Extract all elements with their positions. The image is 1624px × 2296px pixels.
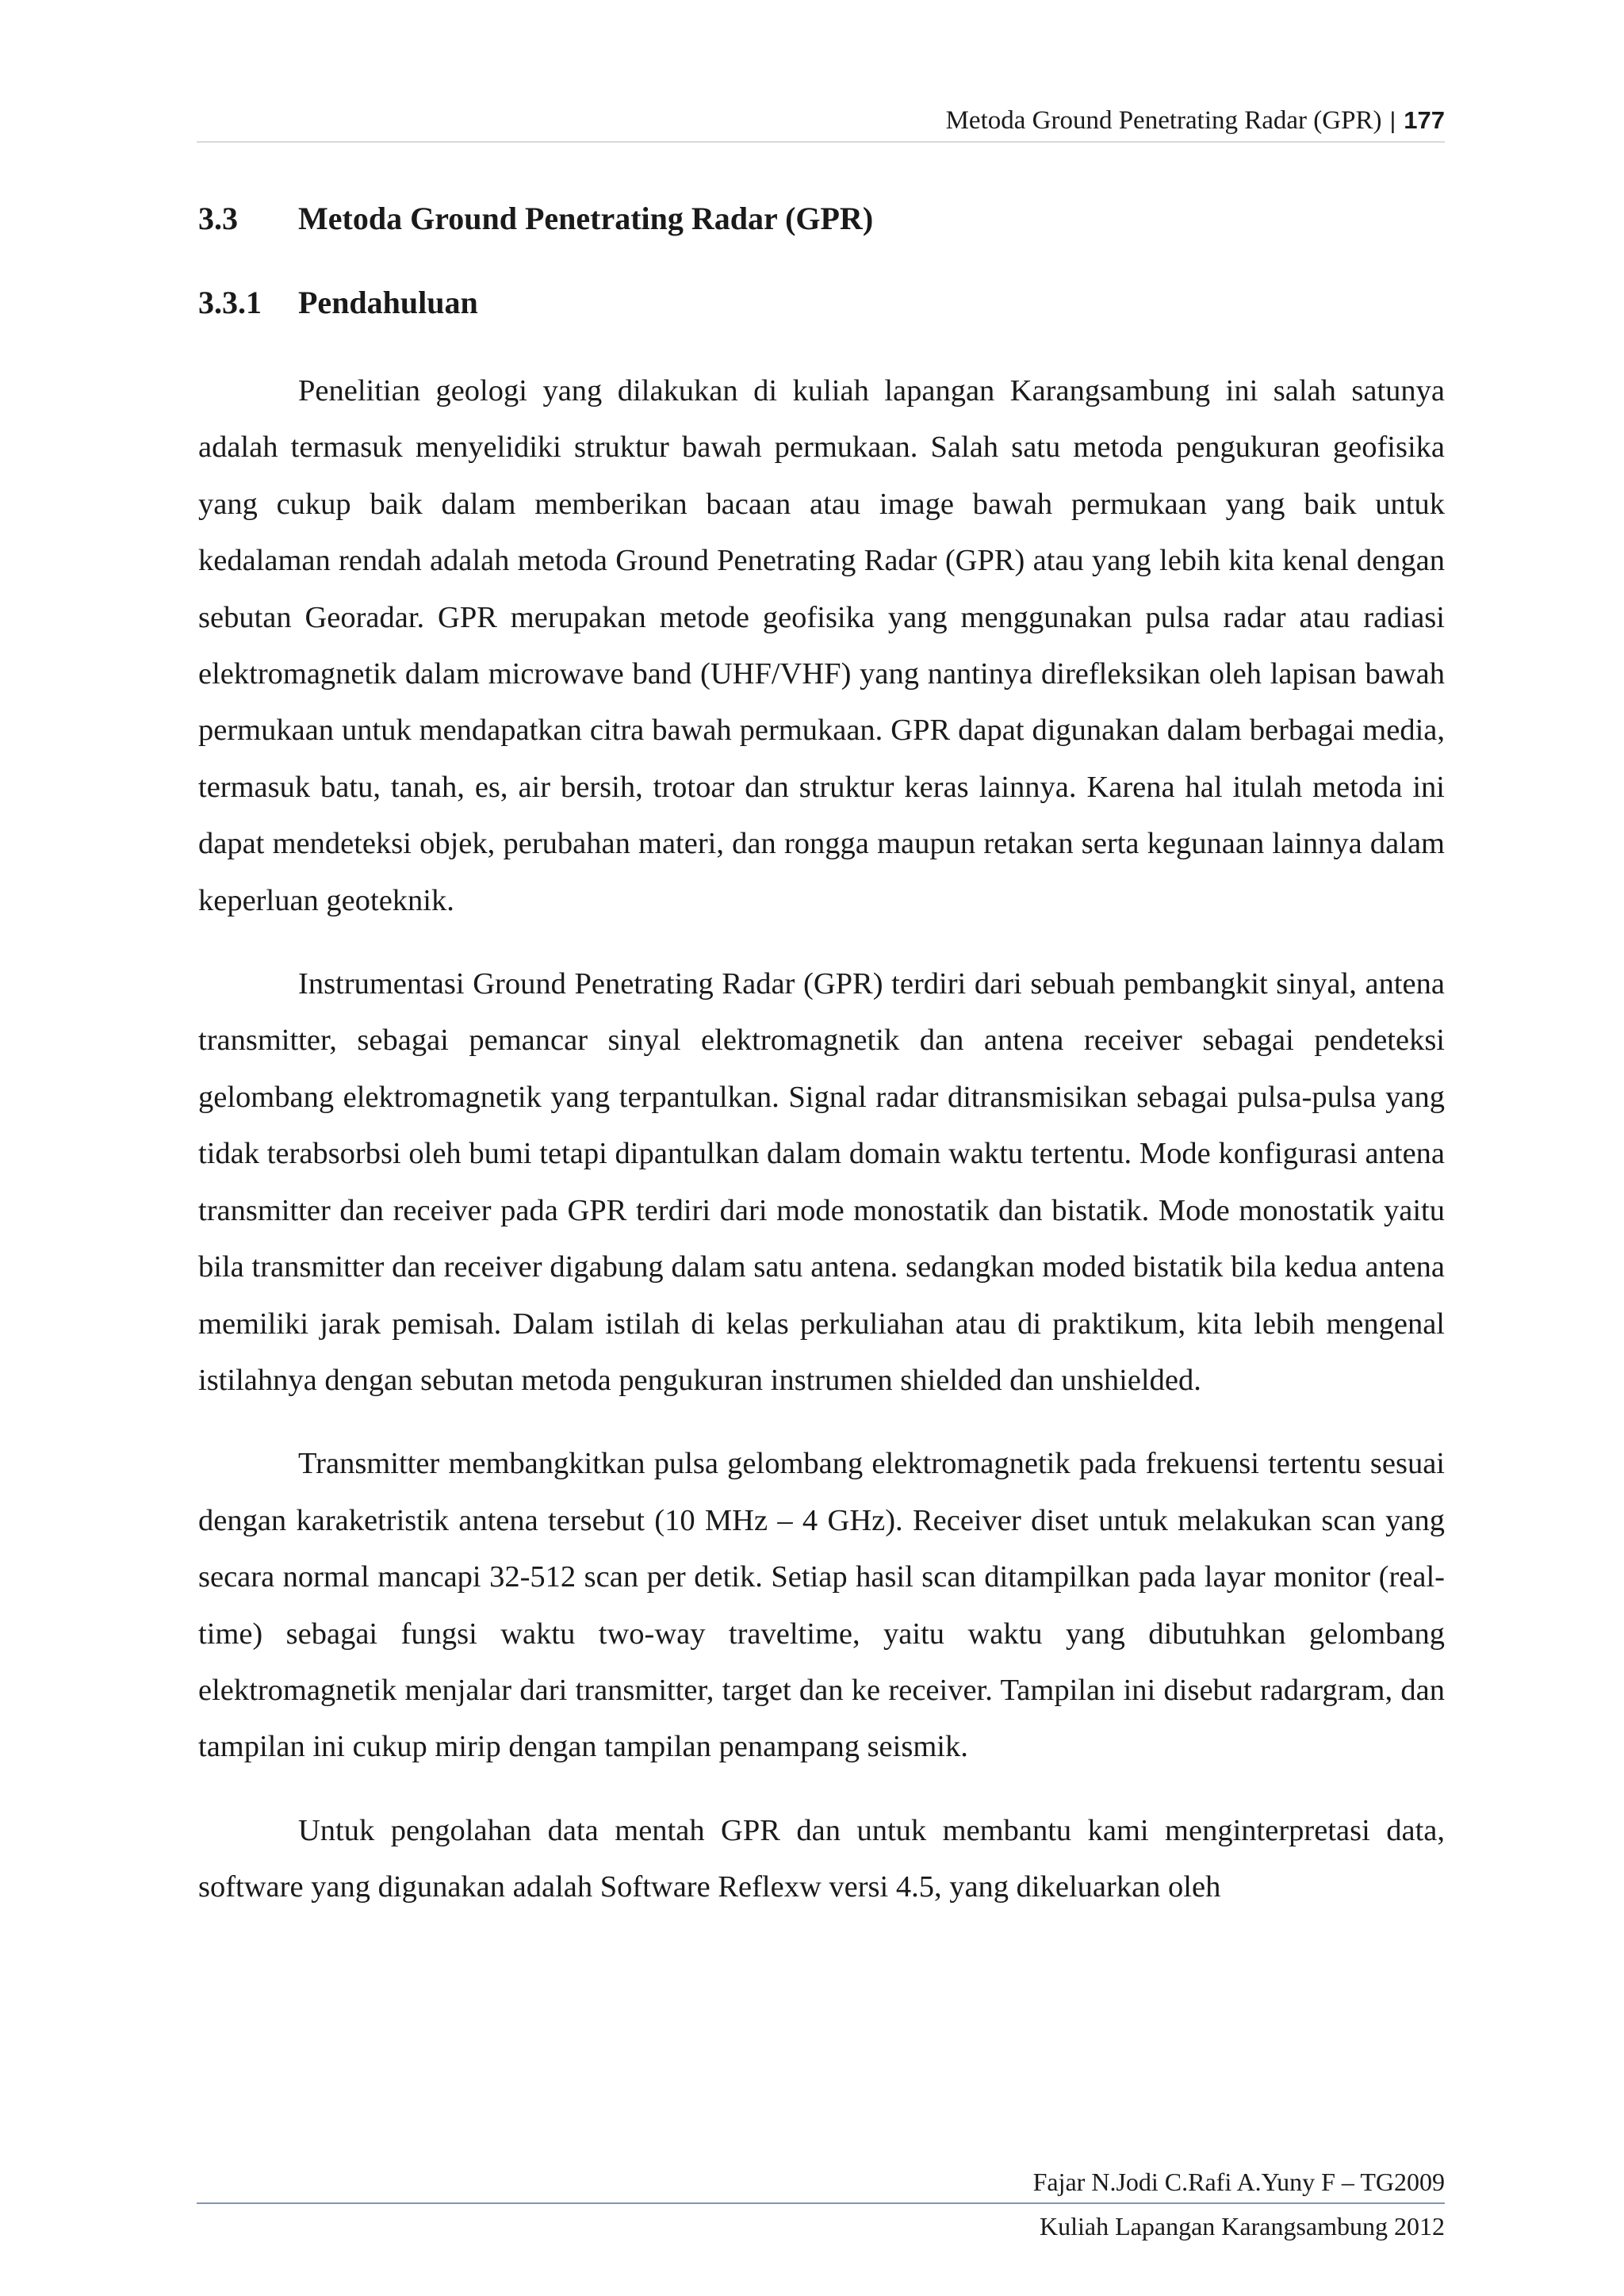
- footer-event: Kuliah Lapangan Karangsambung 2012: [1040, 2212, 1445, 2241]
- section-title: Metoda Ground Penetrating Radar (GPR): [298, 201, 874, 236]
- paragraph-instrumentation: Instrumentasi Ground Penetrating Radar (GPR) terdiri dari sebuah pembangkit sinyal, antena transmitter, sebagai pemancar sinyal elektromagnetik dan antena receiver sebagai pendeteksi gelombang elektromagnetik yang terpantulkan. Signal radar ditransmisikan sebagai pulsa-pulsa yang tidak terabsorbsi oleh bumi tetapi dipantulkan dalam domain waktu tertentu. Mode konfigurasi antena transmitter dan receiver pada GPR terdiri dari mode monostatik dan bistatik. Mode monostatik yaitu bila transmitter dan receiver digabung dalam satu antena. sedangkan moded bistatik bila kedua antena memiliki jarak pemisah. Dalam istilah di kelas perkuliahan atau di praktikum, kita lebih mengenal istilahnya dengan sebutan metoda pengukuran instrumen shielded dan unshielded.: [198, 967, 1445, 1397]
- page-number: 177: [1404, 106, 1445, 134]
- running-title: Metoda Ground Penetrating Radar (GPR): [945, 106, 1382, 135]
- header-separator: |: [1389, 108, 1396, 134]
- page-footer: [197, 2161, 1445, 2248]
- section-number: 3.3: [198, 201, 238, 236]
- paragraph-processing: Untuk pengolahan data mentah GPR dan untuk membantu kami menginterpretasi data, software yang digunakan adalah Software Reflexw versi 4.5, yang dikeluarkan oleh: [198, 1813, 1445, 1904]
- page-header: [197, 100, 1445, 143]
- subsection-number: 3.3.1: [198, 285, 262, 320]
- section-heading: [198, 198, 873, 239]
- subsection-title: Pendahuluan: [298, 285, 478, 320]
- subsection-heading: [198, 282, 478, 323]
- paragraph-introduction: Penelitian geologi yang dilakukan di kuliah lapangan Karangsambung ini salah satunya adalah termasuk menyelidiki struktur bawah permukaan. Salah satu metoda pengukuran geofisika yang cukup baik dalam memberikan bacaan atau image bawah permukaan yang baik untuk kedalaman rendah adalah metoda Ground Penetrating Radar (GPR) atau yang lebih kita kenal dengan sebutan Georadar. GPR merupakan metode geofisika yang menggunakan pulsa radar atau radiasi elektromagnetik dalam microwave band (UHF/VHF) yang nantinya direfleksikan oleh lapisan bawah permukaan untuk mendapatkan citra bawah permukaan. GPR dapat digunakan dalam berbagai media, termasuk batu, tanah, es, air bersih, trotoar dan struktur keras lainnya. Karena hal itulah metoda ini dapat mendeteksi objek, perubahan materi, dan rongga maupun retakan serta kegunaan lainnya dalam keperluan geoteknik.: [198, 374, 1445, 917]
- paragraph-transmitter: Transmitter membangkitkan pulsa gelombang elektromagnetik pada frekuensi tertentu sesuai dengan karaketristik antena tersebut (10 MHz – 4 GHz). Receiver diset untuk melakukan scan yang secara normal mancapi 32-512 scan per detik. Setiap hasil scan ditampilkan pada layar monitor (real-time) sebagai fungsi waktu two-way traveltime, yaitu waktu yang dibutuhkan gelombang elektromagnetik menjalar dari transmitter, target dan ke receiver. Tampilan ini disebut radargram, dan tampilan ini cukup mirip dengan tampilan penampang seismik.: [198, 1447, 1445, 1764]
- body-text: [198, 363, 1445, 1943]
- footer-authors: Fajar N.Jodi C.Rafi A.Yuny F – TG2009: [197, 2161, 1445, 2204]
